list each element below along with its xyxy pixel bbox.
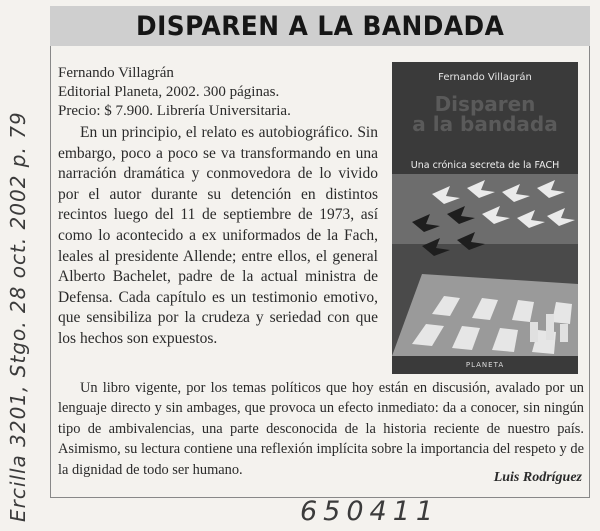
book-author: Fernando Villagrán — [58, 65, 174, 81]
chessboard-icon — [392, 274, 578, 356]
book-publisher: Editorial Planeta, 2002. 300 páginas. — [58, 84, 280, 100]
review-paragraph: Un libro vigente, por los temas políticos que hoy están en discusión, avalado por un lenguaje directo y sin ambages, que provoca un efecto inmediato: da a conocer, sin ningún tipo de ambivalencias, una parte desconocida de la historia reciente de nuestro país. Asimismo, su lectura contiene una reflexión implícita sobre la importancia del respeto y de la dignidad de todo ser humano. — [58, 380, 584, 478]
cover-title-line-2: a la bandada — [412, 112, 558, 136]
review-body-full — [58, 378, 584, 480]
headline-bar — [50, 6, 590, 46]
cover-publisher: PLANETA — [465, 361, 505, 369]
handwritten-margin-note: Ercilla 3201, Stgo. 28 oct. 2002 p. 79 — [6, 111, 30, 522]
review-body-column — [58, 123, 378, 350]
book-metadata — [58, 64, 291, 121]
cover-illustration — [392, 174, 578, 356]
review-paragraph: En un principio, el relato es autobiográfico. Sin embargo, poco a poco se va transformando en una narración dramática y conmovedora de lo vivido por el autor durante su detención en distintos recintos luego del 11 de septiembre de 1973, así como lo acontecido a ex uniformados de la Fach, leales al presidente Allende; entre ellos, el general Alberto Bachelet, padre de la actual ministra de Defensa. Cada capítulo es un testimonio emotivo, que sensibiliza por la crudeza y seriedad con que los hechos son expuestos. — [58, 124, 378, 347]
book-cover — [392, 62, 578, 374]
review-author: Luis Rodríguez — [493, 470, 582, 485]
article-headline: DISPAREN A LA BANDADA — [135, 10, 505, 42]
handwritten-number: 650411 — [300, 496, 440, 527]
cover-title-line-1: Disparen — [434, 92, 536, 116]
cover-subtitle: Una crónica secreta de la FACH — [410, 160, 560, 171]
book-price: Precio: $ 7.900. Librería Universitaria. — [58, 103, 291, 119]
cover-author: Fernando Villagrán — [438, 72, 532, 83]
cover-title — [396, 94, 574, 134]
